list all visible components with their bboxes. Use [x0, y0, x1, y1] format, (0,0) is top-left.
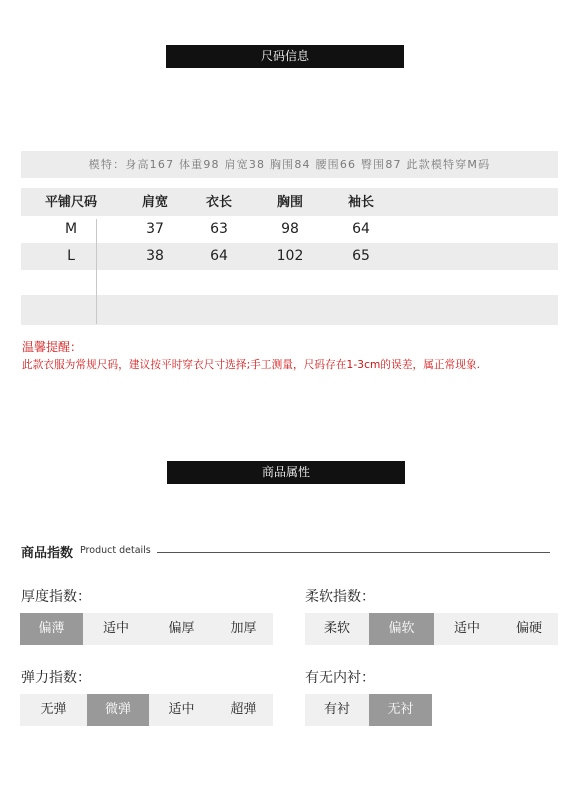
reminder-title: 温馨提醒：	[22, 340, 83, 354]
softness-label: 柔软指数：	[305, 589, 375, 605]
table-cell: 37	[146, 221, 164, 237]
table-cell: 63	[210, 221, 228, 237]
table-row	[21, 216, 558, 243]
lining-option-selected: 无衬	[369, 694, 432, 726]
table-row-empty	[21, 295, 558, 325]
thickness-option: 适中	[102, 621, 129, 636]
table-divider	[96, 219, 97, 324]
thickness-scale	[20, 613, 273, 645]
details-divider	[157, 552, 550, 553]
elasticity-option-selected: 微弹	[87, 694, 149, 726]
elasticity-scale	[20, 694, 273, 726]
softness-option: 偏硬	[515, 621, 542, 636]
elasticity-option: 适中	[168, 702, 195, 717]
table-cell: 38	[146, 248, 164, 264]
size-info-banner: 尺码信息	[166, 45, 404, 68]
softness-scale	[305, 613, 558, 645]
softness-option-selected: 偏软	[369, 613, 434, 645]
elasticity-option: 超弹	[230, 702, 257, 717]
attributes-banner: 商品属性	[167, 461, 405, 484]
thickness-option: 偏厚	[168, 621, 195, 636]
details-subtitle: Product details	[80, 545, 151, 556]
size-table	[21, 188, 558, 325]
elasticity-option: 无弹	[40, 702, 67, 717]
header-cell: 衣长	[205, 195, 232, 210]
details-title: 商品指数	[21, 546, 74, 561]
softness-option: 柔软	[323, 621, 350, 636]
table-cell: M	[64, 221, 78, 237]
table-cell: 98	[281, 221, 299, 237]
size-table-header	[21, 188, 558, 216]
thickness-option: 加厚	[230, 621, 257, 636]
table-cell: L	[67, 248, 75, 264]
table-cell: 65	[352, 248, 370, 264]
table-row-empty	[21, 270, 558, 295]
model-info-bar: 模特：身高167 体重98 肩宽38 胸围84 腰围66 臀围87 此款模特穿M码	[21, 151, 558, 178]
table-cell: 64	[210, 248, 228, 264]
table-cell: 102	[276, 248, 304, 264]
header-cell: 袖长	[347, 195, 374, 210]
table-cell: 64	[352, 221, 370, 237]
thickness-label: 厚度指数：	[21, 589, 91, 605]
lining-option: 有衬	[323, 702, 350, 717]
header-cell: 胸围	[276, 195, 303, 210]
lining-label: 有无内衬：	[305, 670, 375, 686]
table-row	[21, 243, 558, 270]
header-cell: 平铺尺码	[44, 195, 97, 210]
elasticity-label: 弹力指数：	[21, 670, 91, 686]
thickness-option-selected: 偏薄	[20, 613, 83, 645]
header-cell: 肩宽	[141, 195, 168, 210]
softness-option: 适中	[453, 621, 480, 636]
lining-scale	[305, 694, 432, 726]
reminder-text: 此款衣服为常规尺码，建议按平时穿衣尺寸选择;手工测量，尺码存在1-3cm的误差，属正常现象.	[22, 359, 481, 371]
